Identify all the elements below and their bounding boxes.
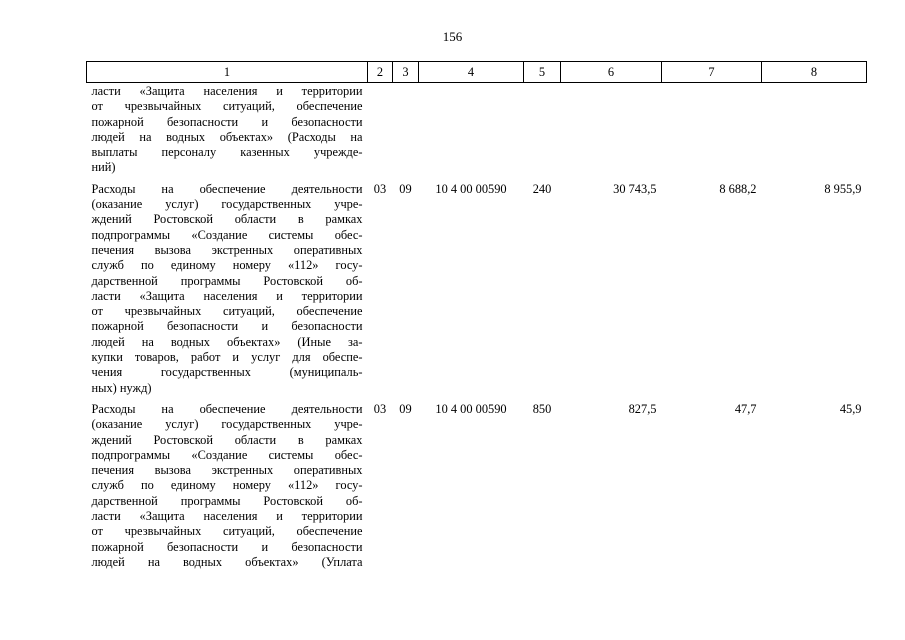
section-code: 03: [373, 401, 387, 416]
description-line: ждений Ростовской области в рамках: [91, 212, 363, 227]
header-cell-6: 6: [561, 62, 662, 83]
description-line: служб по единому номеру «112» госу-: [91, 478, 363, 493]
amount-col-6: 827,5: [628, 401, 657, 416]
target-article-code: [419, 83, 524, 180]
section-code: [368, 83, 393, 180]
description-line: ждений Ростовской области в рамках: [91, 432, 363, 447]
description-line: ласти «Защита населения и территории: [91, 288, 363, 303]
description-line: печения вызова экстренных оперативных: [91, 463, 363, 478]
description-line: пожарной безопасности и безопасности: [91, 114, 363, 129]
target-article-code: 10 4 00 00590: [435, 181, 507, 196]
table-row: [87, 83, 867, 180]
description-line: пожарной безопасности и безопасности: [91, 539, 363, 554]
header-cell-4: 4: [419, 62, 524, 83]
amount-col-7: 47,7: [734, 401, 757, 416]
header-row: [87, 62, 867, 83]
header-cell-8: 8: [762, 62, 867, 83]
description-line: людей на водных объектах» (Уплата: [91, 554, 363, 569]
description-line: от чрезвычайных ситуаций, обеспечение: [91, 524, 363, 539]
description-line: дарственной программы Ростовской об-: [91, 273, 363, 288]
description-line: служб по единому номеру «112» госу-: [91, 258, 363, 273]
description-line: подпрограммы «Создание системы обес-: [91, 227, 363, 242]
description-line: Расходы на обеспечение деятельности: [91, 401, 363, 416]
description-line: пожарной безопасности и безопасности: [91, 319, 363, 334]
amount-col-6: [561, 83, 662, 180]
description-line: подпрограммы «Создание системы обес-: [91, 447, 363, 462]
description-line: (оказание услуг) государственных учре-: [91, 417, 363, 432]
header-cell-7: 7: [662, 62, 762, 83]
section-code: 03: [373, 181, 387, 196]
row-description: [87, 400, 368, 574]
expense-type-code: [524, 83, 561, 180]
description-line: ных) нужд): [91, 380, 152, 395]
description-line: (оказание услуг) государственных учре-: [91, 197, 363, 212]
header-cell-5: 5: [524, 62, 561, 83]
amount-col-8: 45,9: [839, 401, 862, 416]
description-line: Расходы на обеспечение деятельности: [91, 181, 363, 196]
row-description: [87, 83, 368, 180]
amount-col-8: 8 955,9: [824, 181, 862, 196]
amount-col-7: 8 688,2: [719, 181, 757, 196]
budget-table: [86, 61, 867, 574]
description-line: печения вызова экстренных оперативных: [91, 242, 363, 257]
header-cell-3: 3: [393, 62, 419, 83]
expense-type-code: 240: [532, 181, 552, 196]
description-line: ний): [91, 160, 116, 175]
description-line: выплаты персоналу казенных учрежде-: [91, 145, 363, 160]
amount-col-7: [662, 83, 762, 180]
subsection-code: 09: [399, 181, 412, 196]
header-cell-2: 2: [368, 62, 393, 83]
description-line: ласти «Защита населения и территории: [91, 84, 363, 98]
subsection-code: [393, 83, 419, 180]
description-line: людей на водных объектах» (Иные за-: [91, 334, 363, 349]
amount-col-6: 30 743,5: [613, 181, 657, 196]
amount-col-8: [762, 83, 867, 180]
row-description: [87, 180, 368, 400]
expense-type-code: 850: [532, 401, 552, 416]
table-row: [87, 180, 867, 400]
description-line: ласти «Защита населения и территории: [91, 509, 363, 524]
page-number: 156: [442, 29, 463, 44]
target-article-code: 10 4 00 00590: [435, 401, 507, 416]
description-line: людей на водных объектах» (Расходы на: [91, 129, 363, 144]
description-line: от чрезвычайных ситуаций, обеспечение: [91, 99, 363, 114]
header-cell-1: 1: [87, 62, 368, 83]
description-line: чения государственных (муниципаль-: [91, 365, 363, 380]
table-row: [87, 400, 867, 574]
description-line: купки товаров, работ и услуг для обеспе-: [91, 350, 363, 365]
description-line: дарственной программы Ростовской об-: [91, 493, 363, 508]
description-line: от чрезвычайных ситуаций, обеспечение: [91, 304, 363, 319]
subsection-code: 09: [399, 401, 412, 416]
